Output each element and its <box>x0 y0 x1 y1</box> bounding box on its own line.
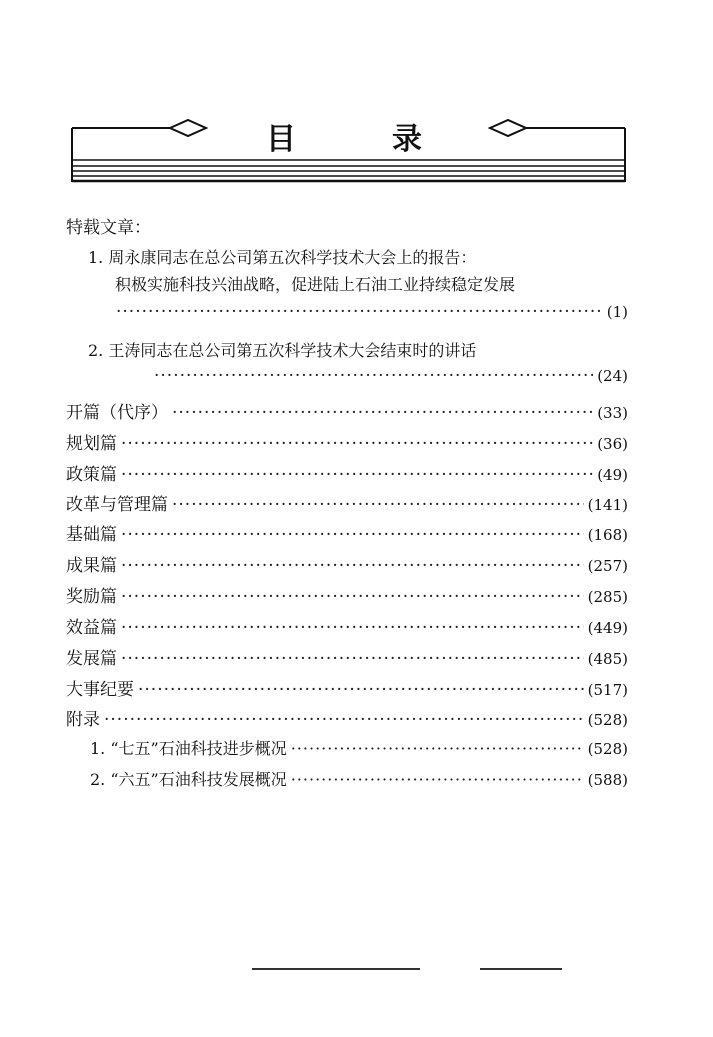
special-2-line1: 2. 王涛同志在总公司第五次科学技术大会结束时的讲话 <box>88 341 477 360</box>
toc-title: 规划篇 <box>66 434 117 454</box>
toc-page: (588) <box>587 771 628 789</box>
toc-row[interactable] <box>66 613 628 638</box>
diamond-right-icon <box>490 120 526 136</box>
toc-page: (49) <box>597 466 628 484</box>
leader-dots <box>104 710 584 730</box>
toc-title: 成果篇 <box>66 556 117 576</box>
footer-divider-right <box>480 968 562 970</box>
leader-dots <box>121 618 584 638</box>
toc-page: (528) <box>587 740 628 758</box>
toc-title: 大事纪要 <box>66 680 134 700</box>
toc-page: (449) <box>587 619 628 637</box>
leader-dots <box>138 680 584 700</box>
leader-dots <box>154 366 593 386</box>
toc-row-appendix[interactable] <box>90 767 628 790</box>
toc-row[interactable] <box>66 705 628 730</box>
toc-title: 改革与管理篇 <box>66 495 168 515</box>
section-label: 特载文章： <box>66 218 151 238</box>
toc-row[interactable] <box>66 582 628 607</box>
leader-dots <box>172 495 584 515</box>
diamond-left-icon <box>170 120 206 136</box>
toc-title: 基础篇 <box>66 525 117 545</box>
toc-row[interactable] <box>66 490 628 515</box>
toc-row[interactable] <box>66 644 628 669</box>
toc-row-special-1[interactable] <box>112 302 628 322</box>
leader-dots <box>291 739 584 758</box>
title-char-1: 目 <box>266 122 296 157</box>
toc-page: (1) <box>606 303 628 321</box>
toc-title: 1. “七五”石油科技进步概况 <box>90 739 287 758</box>
toc-page: (36) <box>597 435 628 453</box>
toc-header <box>70 112 627 186</box>
leader-dots <box>291 770 584 789</box>
leader-dots <box>172 403 593 423</box>
title-char-2: 录 <box>392 122 422 157</box>
toc-page: (168) <box>587 526 628 544</box>
special-1-line2: 积极实施科技兴油战略，促进陆上石油工业持续稳定发展 <box>115 275 516 294</box>
toc-page: (517) <box>587 681 628 699</box>
toc-title: 政策篇 <box>66 465 117 485</box>
toc-page: (485) <box>587 650 628 668</box>
toc-page: (33) <box>597 404 628 422</box>
toc-title: 附录 <box>66 710 100 730</box>
leader-dots <box>121 649 584 669</box>
leader-dots <box>121 556 584 576</box>
footer-divider-left <box>252 968 420 970</box>
toc-row[interactable] <box>66 460 628 485</box>
toc-row[interactable] <box>66 551 628 576</box>
toc-title: 奖励篇 <box>66 587 117 607</box>
leader-dots <box>116 302 603 322</box>
header-frame <box>70 112 627 186</box>
toc-row-special-2[interactable] <box>150 366 628 386</box>
toc-page: (141) <box>587 496 628 514</box>
toc-page: (528) <box>587 711 628 729</box>
toc-page: (285) <box>587 588 628 606</box>
toc-title: 发展篇 <box>66 649 117 669</box>
toc-page: (24) <box>597 367 628 385</box>
leader-dots <box>121 525 584 545</box>
toc-title: 效益篇 <box>66 618 117 638</box>
toc-title: 2. “六五”石油科技发展概况 <box>90 770 287 789</box>
leader-dots <box>121 434 593 454</box>
toc-row[interactable] <box>66 398 628 423</box>
leader-dots <box>121 465 593 485</box>
toc-title: 开篇（代序） <box>66 403 168 423</box>
leader-dots <box>121 587 584 607</box>
toc-page: (257) <box>587 557 628 575</box>
toc-row[interactable] <box>66 520 628 545</box>
toc-row[interactable] <box>66 675 628 700</box>
special-1-line1: 1. 周永康同志在总公司第五次科学技术大会上的报告： <box>88 248 477 267</box>
toc-row-appendix[interactable] <box>90 736 628 759</box>
toc-row[interactable] <box>66 429 628 454</box>
